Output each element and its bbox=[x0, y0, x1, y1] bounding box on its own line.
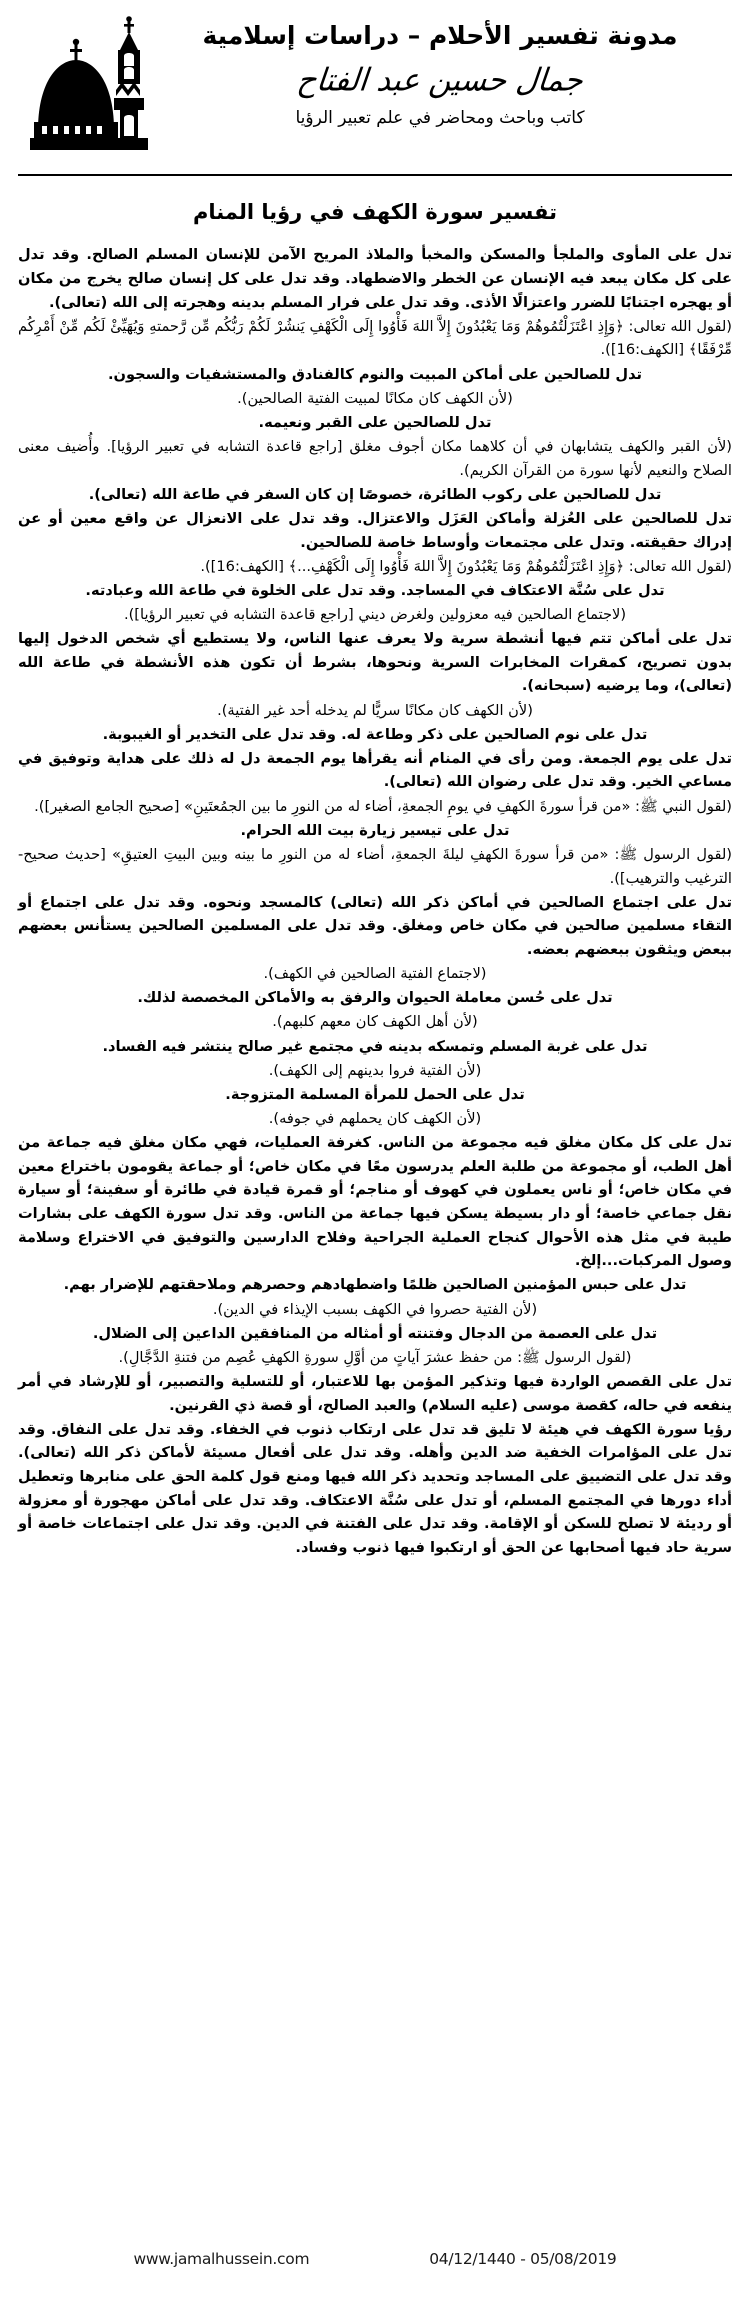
paragraph: تدل للصالحين على القبر ونعيمه. bbox=[258, 413, 492, 431]
paragraph: تدل للصالحين على ركوب الطائرة، خصوصًا إن كان السفر في طاعة الله (تعالى). bbox=[88, 485, 662, 503]
page-footer bbox=[0, 2236, 750, 2282]
paragraph: تدل على كل مكان مغلق فيه مجموعة من الناس. كغرفة العمليات، فهي مكان مغلق فيه جماعة من أهل الطب، أو مجموعة من طلبة العلم يدرسون معًا في مكان خاص؛ أو جماعة يقومون باختراع معين في مكان خاص؛ أو ناس يعملون في كهوف أو مناجم؛ أو قمرة قيادة في طائرة أو سفينة؛ أو سيارة نقل جماعي خاصة؛ أو دار بسيطة يسكن فيها جماعة من الناس. وقد تدل سورة الكهف على بشارات طيبة في مثل هذه الأحوال كنجاح العملية الجراحية وفلاح الدارسين والتوفيق في الاختراع وسلامة وصول المركبات...إلخ. bbox=[18, 1134, 732, 1270]
paragraph: تدل على العصمة من الدجال وفتنته أو أمثاله من المنافقين الداعين إلى الضلال. bbox=[92, 1324, 658, 1342]
paragraph: تدل على الحمل للمرأة المسلمة المتزوجة. bbox=[225, 1085, 525, 1103]
paragraph: (لقول الله تعالى: ﴿وَإِذِ اعْتَزَلْتُمُوهُمْ وَمَا يَعْبُدُونَ إِلاَّ اللهَ فَأْوُوا إِلَى الْكَهْفِ...﴾ [الكهف:16]). bbox=[200, 557, 732, 575]
paragraph: تدل على المأوى والملجأ والمسكن والمخبأ والملاذ المريح الآمن للإنسان المسلم الصالح. وقد تدل على كل مكان يبعد فيه الإنسان عن الخطر والاضطهاد. وقد تدل على كل إنسان صالح يخرج من مكان أو يهجره اجتنابًا للضرر واعتزالًا الأذى. وقد تدل على فرار المسلم بدينه وهجرته إلى الله (تعالى). bbox=[18, 246, 732, 311]
paragraph: تدل على أماكن تتم فيها أنشطة سرية ولا يعرف عنها الناس، ولا يستطيع أي شخص الدخول إليها بدون تصريح، كمقرات المخابرات السرية ونحوها، بشرط أن تكون هذه الأنشطة في طاعة الله (تعالى)، وما يرضيه (سبحانه). bbox=[18, 630, 732, 695]
masthead bbox=[18, 0, 732, 168]
article-body bbox=[18, 243, 732, 1559]
paragraph: تدل على اجتماع الصالحين في أماكن ذكر الله (تعالى) كالمسجد ونحوه. وقد تدل على اجتماع أو التقاء مسلمين صالحين في مكان خاص ومغلق. وقد تدل على المسلمين الصالحين يستأنس بعضهم ببعض ويثقون ببعضهم بعضه. bbox=[18, 893, 732, 958]
paragraph: (لاجتماع الصالحين فيه معزولين ولغرض ديني [راجع قاعدة التشابه في تعبير الرؤيا]). bbox=[123, 606, 627, 623]
blog-title: مدونة تفسير الأحلام – دراسات إسلامية bbox=[202, 21, 678, 50]
mosque-dome-minaret-icon bbox=[28, 16, 150, 156]
paragraph: (لأن الفتية حصروا في الكهف بسبب الإيذاء في الدين). bbox=[212, 1300, 538, 1318]
paragraph: (لأن الفتية فروا بدينهم إلى الكهف). bbox=[268, 1061, 482, 1079]
paragraph: (لقول الرسول ﷺ: «من قرأ سورةَ الكهفِ ليلةَ الجمعةِ، أضاء له من النورِ ما بينه وبين البيتِ العتيقِ» [حديث صحيح-الترغيب والترهيب]). bbox=[18, 845, 732, 887]
paragraph: (لأن الكهف كان يحملهم في جوفه). bbox=[268, 1109, 482, 1127]
paragraph: تدل على نوم الصالحين على ذكر وطاعة له. وقد تدل على التخدير أو الغيبوبة. bbox=[102, 725, 648, 743]
paragraph: تدل على القصص الواردة فيها وتذكير المؤمن بها للاعتبار، أو للتسلية والتصبير، أو للإرشاد في أمر ينفعه في حاله، كقصة موسى (عليه السلام) والعبد الصالح، أو قصة ذي القرنين. bbox=[18, 1373, 732, 1414]
author-signature: جمال حسين عبد الفتاح bbox=[295, 62, 585, 100]
paragraph: تدل للصالحين على أماكن المبيت والنوم كالفنادق والمستشفيات والسجون. bbox=[107, 365, 642, 383]
author-role-subtitle: كاتب وباحث ومحاضر في علم تعبير الرؤيا bbox=[295, 108, 585, 129]
paragraph: تدل على يوم الجمعة. ومن رأى في المنام أنه يقرأها يوم الجمعة دل له ذلك على هداية وتوفيق في مساعي الخير. وقد تدل على رضوان الله (تعالى). bbox=[18, 749, 732, 791]
page-title: تفسير سورة الكهف في رؤيا المنام bbox=[193, 200, 557, 224]
paragraph: (لقول الله تعالى: ﴿وَإِذِ اعْتَزَلْتُمُوهُمْ وَمَا يَعْبُدُونَ إِلاَّ اللهَ فَأْوُوا إِلَى الْكَهْفِ يَنشُرْ لَكُمْ رَبُّكُم مِّن رَّحمتهِ وَيُهَيِّئْ لَكُم مِّنْ أَمْرِكُم مِّرْفَقًا﴾ [الكهف:16]). bbox=[18, 317, 732, 359]
paragraph: (لأن القبر والكهف يتشابهان في أن كلاهما مكان أجوف مغلق [راجع قاعدة التشابه في تعبير الرؤيا]. وأُضيف معنى الصلاح والنعيم لأنها سورة من القرآن الكريم). bbox=[18, 438, 732, 479]
footer-website[interactable]: www.jamalhussein.com bbox=[133, 2250, 310, 2268]
paragraph: (لأن الكهف كان مكانًا سريًّا لم يدخله أحد غير الفتية). bbox=[217, 701, 533, 719]
paragraph: (لقول النبي ﷺ: «من قرأ سورةَ الكهفِ في يومِ الجمعةِ، أضاء له من النورِ ما بين الجمُعتَينِ» [صحيح الجامع الصغير]). bbox=[34, 797, 732, 815]
header-divider bbox=[18, 174, 732, 176]
paragraph: تدل على سُنَّة الاعتكاف في المساجد. وقد تدل على الخلوة في طاعة الله وعبادته. bbox=[85, 581, 665, 599]
paragraph: تدل على حُسن معاملة الحيوان والرفق به والأماكن المخصصة لذلك. bbox=[137, 989, 613, 1007]
paragraph: تدل على حبس المؤمنين الصالحين ظلمًا واضطهادهم وحصرهم وملاحقتهم للإضرار بهم. bbox=[63, 1276, 687, 1294]
paragraph: رؤيا سورة الكهف في هيئة لا تليق قد تدل على ارتكاب ذنوب في الخفاء. وقد تدل على النفاق. وقد تدل على المؤامرات الخفية ضد الدين وأهله. وقد تدل على أفعال مسيئة لأماكن ذكر الله (تعالى). وقد تدل على التضييق على المساجد وتحديد ذكر الله فيها ومنع قول كلمة الحق على منابرها وتعطيل أداء دورها في المجتمع المسلم، أو تدل على سُنَّة الاعتكاف. وقد تدل على أماكن مهجورة أو معزولة أو رديئة لا تصلح للسكن أو الإقامة. وقد تدل على الفتنة في الدين. وقد تدل على اجتماعات خاصة أو سرية حاد فيها أصحابها عن الحق أو ارتكبوا فيها ذنوب وفساد. bbox=[18, 1420, 732, 1556]
paragraph: تدل على غربة المسلم وتمسكه بدينه في مجتمع غير صالح ينتشر فيه الفساد. bbox=[102, 1037, 648, 1055]
paragraph: (لاجتماع الفتية الصالحين في الكهف). bbox=[263, 965, 487, 983]
paragraph: (لقول الرسول ﷺ: من حفظ عشرَ آياتٍ من أوَّلِ سورةِ الكهفِ عُصِم من فتنةِ الدَّجَّالِ). bbox=[118, 1348, 632, 1366]
paragraph: تدل للصالحين على العُزلة وأماكن العَزَل والاعتزال. وقد تدل على الانعزال عن واقع معين أو عن إدراك حقيقته. وتدل على مجتمعات وأوساط خاصة للصالحين. bbox=[18, 509, 732, 551]
paragraph: تدل على تيسير زيارة بيت الله الحرام. bbox=[240, 821, 510, 839]
paragraph: (لأن الكهف كان مكانًا لمبيت الفتية الصالحين). bbox=[237, 389, 513, 407]
footer-date: 04/12/1440 - 05/08/2019 bbox=[429, 2250, 617, 2268]
paragraph: (لأن أهل الكهف كان معهم كلبهم). bbox=[272, 1013, 478, 1031]
